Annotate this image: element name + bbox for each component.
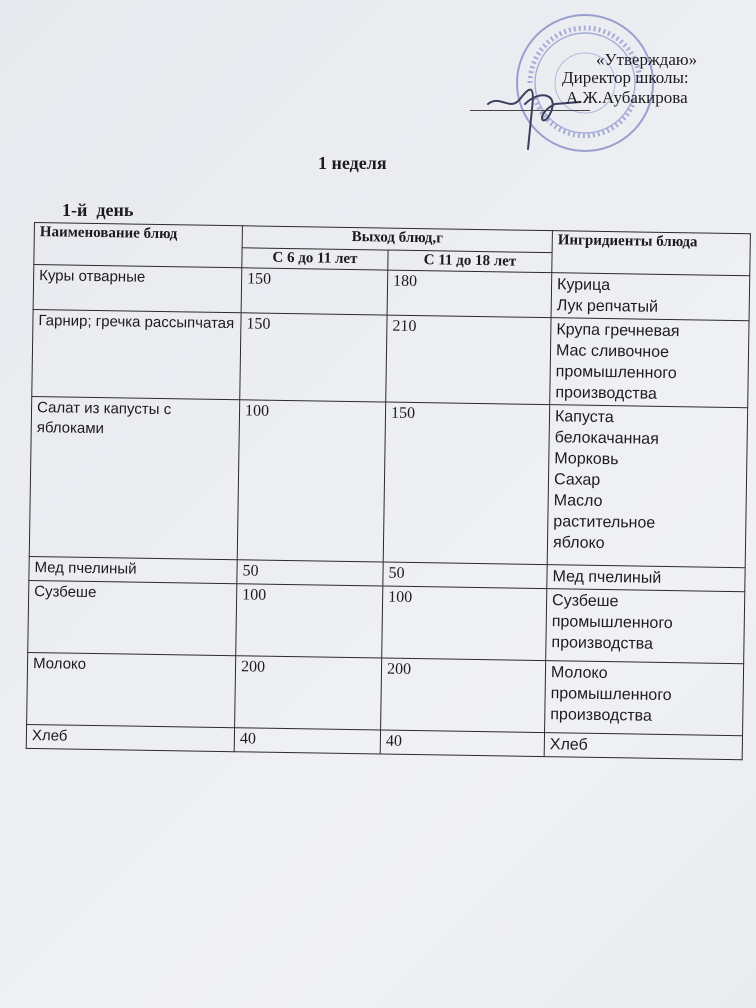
ingredients-cell xyxy=(545,661,744,736)
ingredient-line: Сузбеше xyxy=(551,592,619,611)
ingredient-line: производства xyxy=(555,384,658,403)
day-title: 1-й день xyxy=(62,200,134,220)
dish-name-cell: Мед пчелиный xyxy=(29,556,237,583)
portion-11-18-cell: 180 xyxy=(387,270,552,318)
portion-11-18-cell: 40 xyxy=(380,730,544,757)
approval-block xyxy=(470,44,730,154)
portion-6-11-cell: 150 xyxy=(241,268,388,315)
ingredients-cell xyxy=(547,565,745,592)
dish-name-cell: Гарнир; гречка рассыпчатая xyxy=(32,309,241,399)
dish-name-cell: Хлеб xyxy=(26,724,234,751)
dish-name-cell: Сузбеше xyxy=(28,580,237,655)
ingredients-cell xyxy=(546,589,745,664)
portion-6-11-cell: 150 xyxy=(240,313,387,402)
portion-11-18-cell: 210 xyxy=(386,315,551,405)
ingredient-line: Крупа гречневая xyxy=(556,321,680,341)
ingredient-line: Лук репчатый xyxy=(556,297,659,316)
header-output: Выход блюд,г xyxy=(242,226,552,253)
header-age-6-11: С 6 до 11 лет xyxy=(242,248,388,270)
portion-6-11-cell: 200 xyxy=(235,656,382,730)
header-dish-name: Наименование блюд xyxy=(34,223,243,268)
dish-name-cell: Молоко xyxy=(27,652,236,727)
header-age-11-18: С 11 до 18 лет xyxy=(388,250,552,273)
portion-11-18-cell: 150 xyxy=(383,402,550,565)
approval-line-3: А.Ж.Аубакирова xyxy=(566,88,688,107)
portion-6-11-cell: 50 xyxy=(237,560,383,586)
ingredient-line: Молоко xyxy=(550,664,608,683)
week-title: 1 неделя xyxy=(318,153,387,173)
ingredient-line: Морковь xyxy=(554,450,619,469)
table-row xyxy=(28,580,745,663)
dish-name-cell: Салат из капусты с яблоками xyxy=(29,396,239,559)
dish-name-cell: Куры отварные xyxy=(33,265,242,313)
ingredients-cell xyxy=(547,405,747,568)
ingredient-line: Мас сливочное xyxy=(555,342,670,361)
ingredient-line: Капуста xyxy=(554,408,614,427)
ingredient-line: промышленного xyxy=(555,363,677,383)
table-row xyxy=(27,652,744,735)
ingredient-line: яблоко xyxy=(552,534,605,553)
ingredient-line: Курица xyxy=(556,276,611,295)
ingredient-line: промышленного xyxy=(551,613,673,633)
ingredient-line: Мед пчелиный xyxy=(552,568,662,587)
header-ingredients: Ингридиенты блюда xyxy=(552,231,751,276)
ingredient-line: растительное xyxy=(553,513,656,532)
ingredient-line: Сахар xyxy=(553,471,601,489)
ingredients-cell xyxy=(544,733,742,760)
portion-11-18-cell: 200 xyxy=(381,658,546,733)
portion-11-18-cell: 50 xyxy=(383,562,547,589)
ingredient-line: Хлеб xyxy=(549,736,588,754)
approval-line-1: «Утверждаю» xyxy=(596,50,698,69)
menu-table xyxy=(26,222,751,760)
portion-6-11-cell: 100 xyxy=(236,584,383,658)
ingredients-cell xyxy=(550,318,749,408)
table-row xyxy=(29,396,747,567)
portion-11-18-cell: 100 xyxy=(382,586,547,661)
ingredient-line: Масло xyxy=(553,492,603,510)
signature-underline xyxy=(470,110,590,111)
portion-6-11-cell: 40 xyxy=(234,728,380,754)
ingredient-line: белокачанная xyxy=(554,429,659,448)
ingredient-line: промышленного xyxy=(550,685,672,705)
ingredient-line: производства xyxy=(551,634,654,653)
ingredient-line: производства xyxy=(550,706,652,725)
ingredients-cell xyxy=(551,273,750,321)
approval-line-2: Директор школы: xyxy=(562,68,689,87)
table-row xyxy=(32,309,749,407)
portion-6-11-cell: 100 xyxy=(237,400,385,562)
